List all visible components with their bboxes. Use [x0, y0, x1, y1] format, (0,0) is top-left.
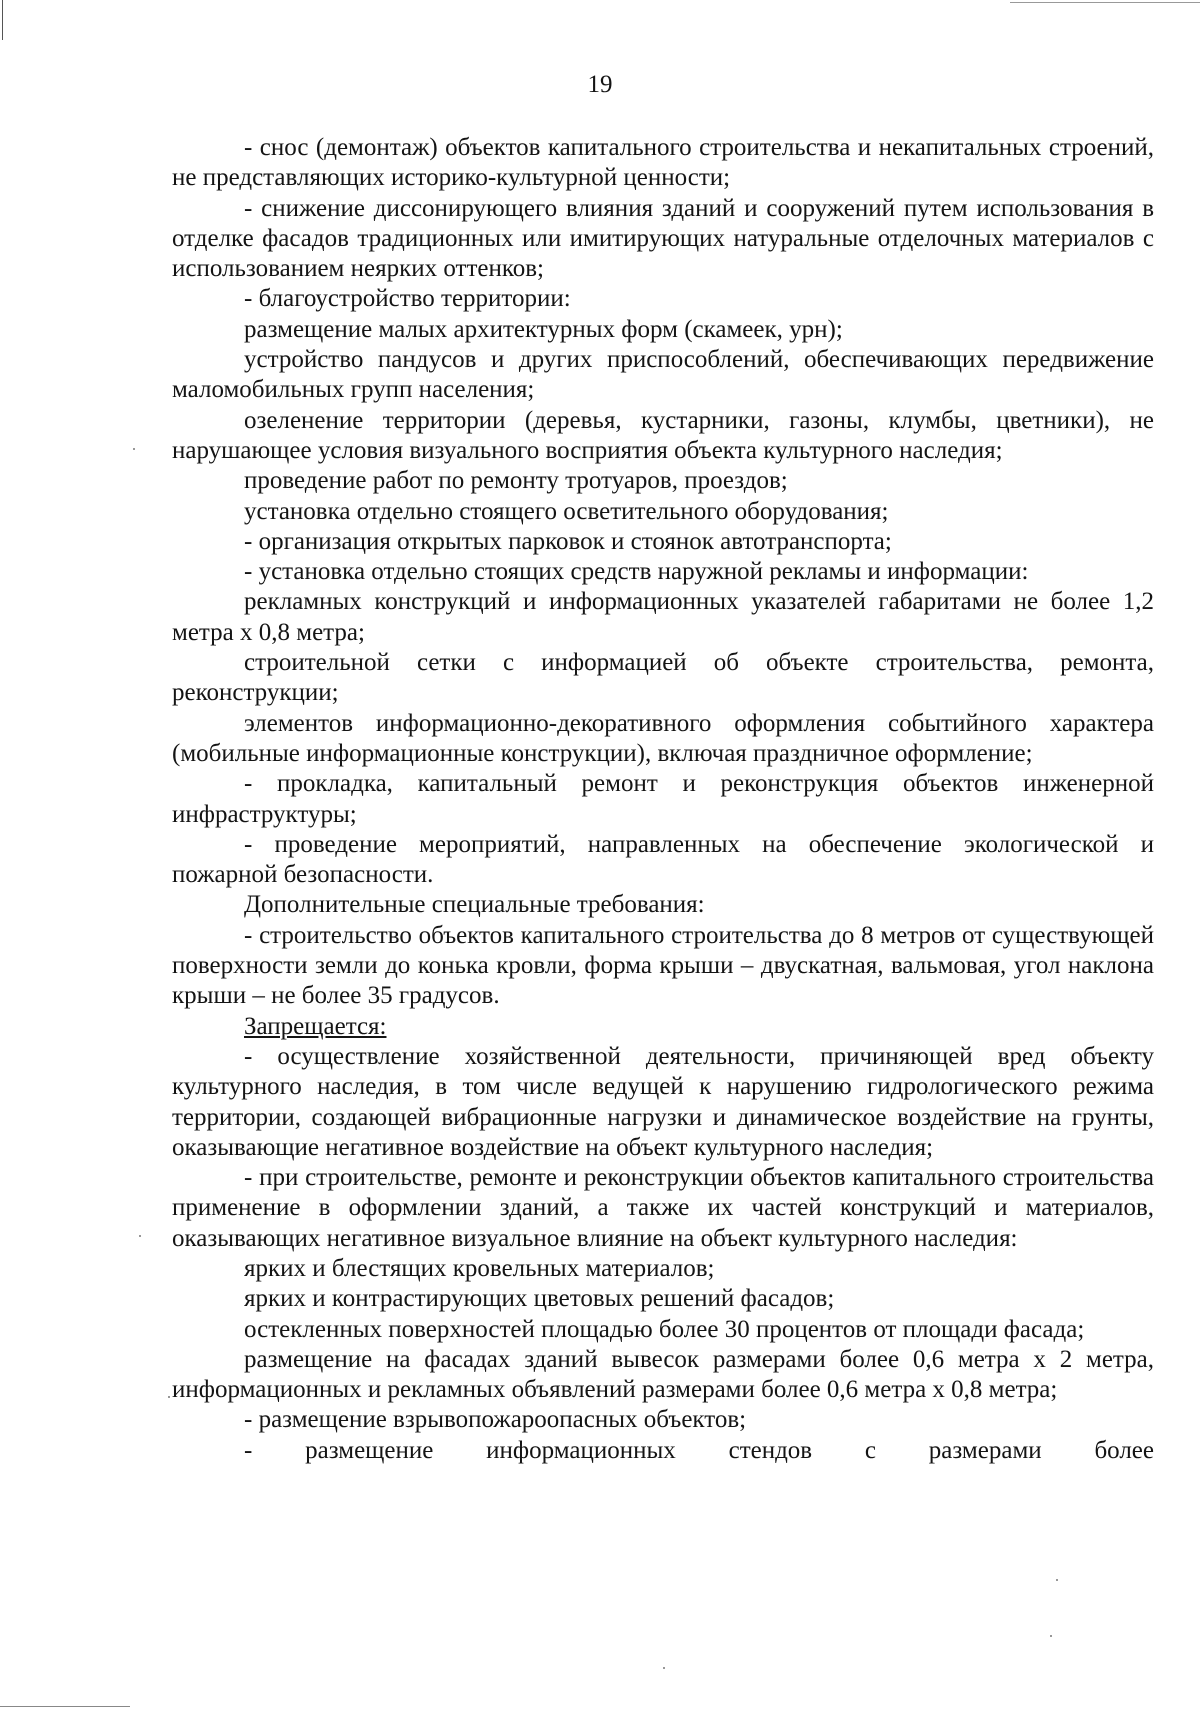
paragraph: - осуществление хозяйственной деятельности, причиняющей вред объекту культурного наследия, в том числе ведущей к нарушению гидрологического режима территории, создающей вибрационные нагрузки и динамическое воздействие на грунты, оказывающие негативное воздействие на объект культурного наследия; — [172, 1042, 1154, 1161]
paragraph: - строительство объектов капитального строительства до 8 метров от существующей поверхности земли до конька кровли, форма крыши – двускатная, вальмовая, угол наклона крыши – не более 35 градусов. — [172, 921, 1154, 1010]
paragraph: - проведение мероприятий, направленных на обеспечение экологической и пожарной безопасности. — [172, 830, 1154, 889]
paragraph: размещение на фасадах зданий вывесок размерами более 0,6 метра х 2 метра, информационных и рекламных объявлений размерами более 0,6 метра х 0,8 метра; — [172, 1345, 1154, 1404]
paragraph: ярких и контрастирующих цветовых решений фасадов; — [244, 1285, 835, 1313]
section-heading — [172, 1012, 1154, 1042]
paragraph: озеленение территории (деревья, кустарники, газоны, клумбы, цветники), не нарушающее условия визуального восприятия объекта культурного наследия; — [172, 406, 1154, 464]
paragraph: - при строительстве, ремонте и реконструкции объектов капитального строительства применение в оформлении зданий, а также их частей конструкций и материалов, оказывающих негативное визуальное влияние на объект культурного наследия: — [172, 1164, 1154, 1252]
paragraph: устройство пандусов и других приспособлений, обеспечивающих передвижение маломобильных групп населения; — [172, 346, 1154, 404]
scan-speck — [168, 1396, 170, 1398]
paragraph: - прокладка, капитальный ремонт и реконструкция объектов инженерной инфраструктуры; — [172, 770, 1154, 828]
paragraph: Дополнительные специальные требования: — [244, 891, 705, 919]
scan-speck — [1050, 1635, 1052, 1637]
paragraph: - установка отдельно стоящих средств наружной рекламы и информации: — [244, 558, 1029, 586]
paragraph: элементов информационно-декоративного оформления событийного характера (мобильные информационные конструкции), включая праздничное оформление; — [172, 709, 1154, 767]
paragraph: - размещение информационных стендов с размерами более — [244, 1436, 1154, 1464]
paragraph: остекленных поверхностей площадью более 30 процентов от площади фасада; — [244, 1315, 1085, 1343]
paragraph: - организация открытых парковок и стоянок автотранспорта; — [244, 527, 892, 555]
paragraph: установка отдельно стоящего осветительного оборудования; — [244, 497, 889, 525]
paragraph: - размещение взрывопожароопасных объектов; — [244, 1406, 747, 1434]
scan-speck — [1056, 1579, 1058, 1581]
paragraph: проведение работ по ремонту тротуаров, проездов; — [244, 467, 788, 495]
paragraph: ярких и блестящих кровельных материалов; — [244, 1254, 715, 1282]
paragraph: - снос (демонтаж) объектов капитального строительства и некапитальных строений, не представляющих историко-культурной ценности; — [172, 134, 1154, 192]
scan-speck — [663, 1667, 665, 1669]
paragraph: размещение малых архитектурных форм (скамеек, урн); — [244, 315, 843, 343]
document-body — [172, 133, 1154, 1466]
scan-speck — [133, 448, 135, 450]
paragraph: - благоустройство территории: — [244, 285, 571, 313]
page-number: 19 — [587, 71, 613, 98]
paragraph: строительной сетки с информацией об объекте строительства, ремонта, реконструкции; — [172, 649, 1154, 707]
scan-edge-mark — [1010, 2, 1200, 3]
section-heading-text: Запрещается: — [244, 1012, 387, 1040]
scan-edge-mark — [2, 0, 3, 40]
scan-speck — [139, 1235, 141, 1237]
paragraph: - снижение диссонирующего влияния зданий и сооружений путем использования в отделке фасадов традиционных или имитирующих натуральные отделочных материалов с использованием неярких оттенков; — [172, 194, 1154, 283]
scan-edge-mark — [0, 1706, 130, 1707]
paragraph: рекламных конструкций и информационных указателей габаритами не более 1,2 метра х 0,8 метра; — [172, 588, 1154, 646]
